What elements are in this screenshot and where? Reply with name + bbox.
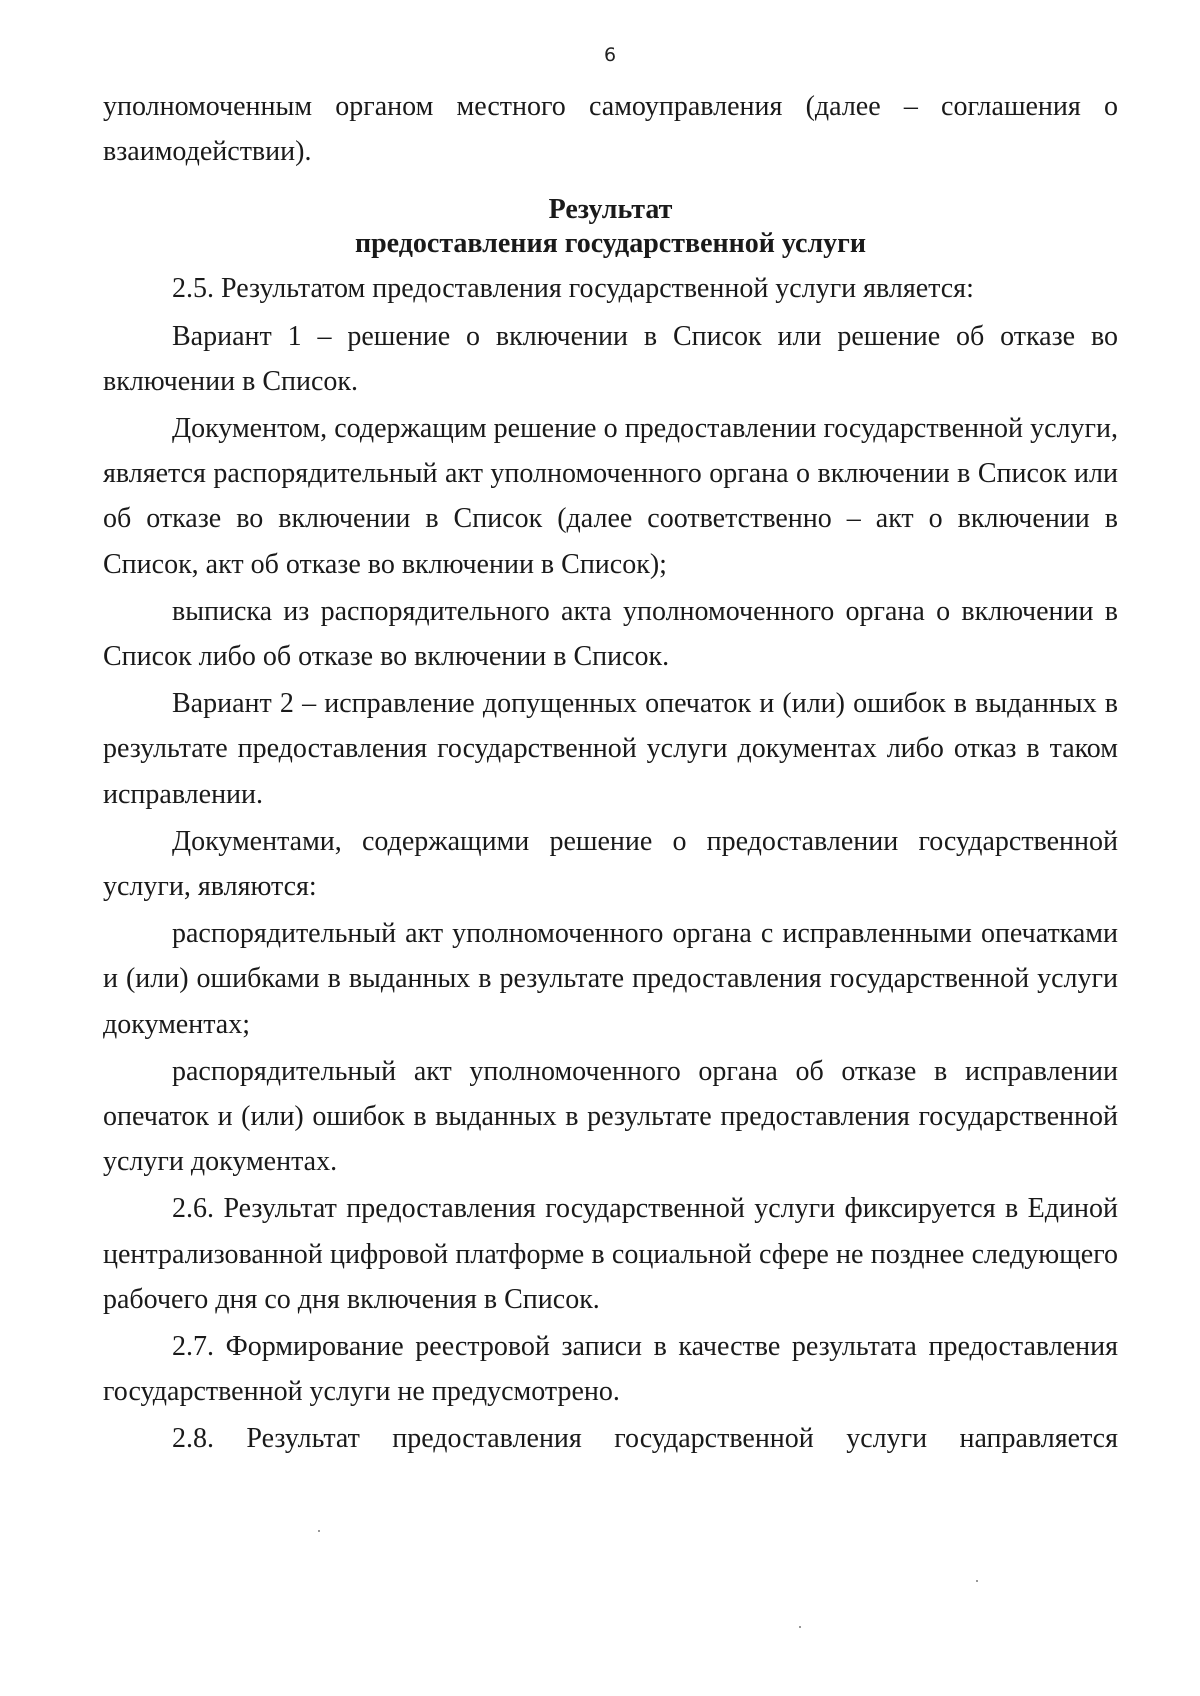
paragraph-2-5: 2.5. Результатом предоставления государственной услуги является: [172,273,974,305]
scan-speck [318,1530,320,1532]
paragraph-extract: выписка из распорядительного акта уполномоченного органа о включении в Список либо об отказе во включении в Список. [103,595,1118,673]
word: услуги [846,1423,928,1455]
paragraph-2-7: 2.7. Формирование реестровой записи в качестве результата предоставления государственной услуги не предусмотрено. [103,1331,1118,1408]
word: направляется [959,1423,1118,1455]
word: государственной [614,1423,814,1455]
word: 2.8. [172,1423,214,1455]
word: предоставления [392,1423,582,1455]
scan-speck [976,1580,978,1582]
paragraph-variant-2: Вариант 2 – исправление допущенных опечаток и (или) ошибок в выданных в результате предоставления государственной услуги документах либо отказ в таком исправлении. [103,688,1118,810]
paragraph-refusal-act: распорядительный акт уполномоченного органа об отказе в исправлении опечаток и (или) ошибок в выданных в результате предоставления государственной услуги документах. [103,1055,1118,1178]
paragraph-corrected-act: распорядительный акт уполномоченного органа с исправленными опечатками и (или) ошибками в выданных в результате предоставления государственной услуги документах; [103,918,1118,1040]
scan-speck [799,1626,801,1628]
paragraph-variant-1: Вариант 1 – решение о включении в Список или решение об отказе во включении в Список. [103,320,1118,397]
document-body [103,84,1118,1462]
page-number: 6 [603,44,617,66]
paragraph-2-6: 2.6. Результат предоставления государственной услуги фиксируется в Единой централизованной цифровой платформе в социальной сфере не позднее следующего рабочего дня со дня включения в Список. [103,1193,1118,1315]
section-heading-line-1: Результат [548,194,673,226]
paragraph-decision-documents: Документами, содержащими решение о предоставлении государственной услуги, являются: [103,825,1118,903]
section-heading-line-2: предоставления государственной услуги [354,228,867,260]
word: Результат [246,1423,360,1455]
paragraph-2-8-first-line [103,1416,1118,1461]
paragraph-continuation: уполномоченным органом местного самоуправления (далее – соглашения о взаимодействии). [103,91,1118,168]
paragraph-decision-document: Документом, содержащим решение о предоставлении государственной услуги, является распорядительный акт уполномоченного органа о включении в Список или об отказе во включении в Список (далее соответственно – акт о включении в Список, акт об отказе во включении в Список); [103,413,1118,580]
